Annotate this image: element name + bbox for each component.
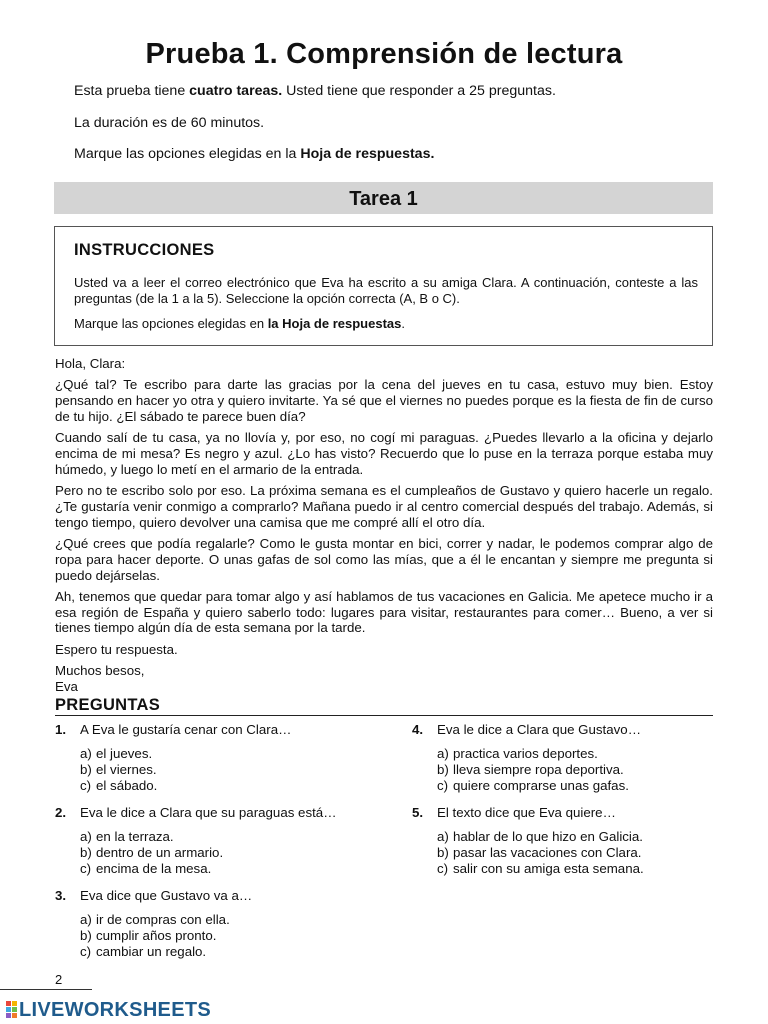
question-stem: Eva dice que Gustavo va a…	[80, 888, 253, 903]
questions-heading: PREGUNTAS	[55, 696, 713, 716]
question-4	[412, 722, 641, 793]
option-letter: b)	[437, 844, 449, 860]
intro-tasks-bold: cuatro tareas.	[189, 83, 283, 99]
page-title: Prueba 1. Comprensión de lectura	[145, 38, 623, 70]
option-b[interactable]	[80, 928, 252, 944]
option-b[interactable]	[437, 845, 644, 861]
option-letter: c)	[80, 860, 92, 876]
letter-signature: Eva	[55, 678, 78, 694]
letter-kisses: Muchos besos,	[55, 663, 145, 679]
instructions-text: Usted va a leer el correo electrónico que Eva ha escrito a su amiga Clara. A continuación, conteste a las preguntas (de la 1 a la 5). Seleccione la opción correcta (A, B o C).	[74, 275, 698, 306]
option-letter: b)	[80, 927, 92, 943]
option-text: lleva siempre ropa deportiva.	[453, 761, 624, 777]
letter-paragraph-5: Ah, tenemos que quedar para tomar algo y así hablamos de tus vacaciones en Galicia. Me apetece mucho ir a esa región de España y quiero saberlo todo: lugares para visitar, restaurantes para comer… Bueno, a ver si tienes tiempo algún día de esta semana por la tarde.	[55, 588, 713, 636]
intro-answer-bold: Hoja de respuestas.	[300, 146, 435, 162]
option-c[interactable]	[80, 778, 291, 794]
instructions-answer-note	[74, 316, 405, 331]
question-stem: El texto dice que Eva quiere…	[437, 805, 616, 820]
option-letter: a)	[437, 746, 449, 761]
question-3	[55, 888, 252, 959]
intro-tasks	[74, 83, 556, 99]
option-c[interactable]	[437, 778, 641, 794]
instructions-note-bold: la Hoja de respuestas	[267, 316, 402, 331]
question-number: 2.	[55, 805, 67, 820]
question-stem: Eva le dice a Clara que su paraguas está…	[80, 805, 337, 820]
footer-divider	[0, 989, 92, 990]
letter-closing: Espero tu respuesta.	[55, 641, 178, 657]
option-text: hablar de lo que hizo en Galicia.	[453, 829, 643, 844]
option-letter: c)	[80, 777, 92, 793]
instructions-box	[54, 226, 713, 346]
liveworksheets-logo-icon	[6, 1001, 17, 1019]
option-c[interactable]	[80, 861, 337, 877]
option-b[interactable]	[437, 762, 641, 778]
question-2	[55, 805, 337, 876]
letter-paragraph-3: Pero no te escribo solo por eso. La próxima semana es el cumpleaños de Gustavo y quiero hacerle un regalo. ¿Te gustaría venir conmigo a comprarlo? Mañana puedo ir al centro comercial después del trabajo. Además, si tengo tiempo, quiero devolver una camisa que me compré allí el otro día.	[55, 483, 713, 530]
question-stem: Eva le dice a Clara que Gustavo…	[437, 722, 641, 737]
option-text: ir de compras con ella.	[96, 912, 230, 927]
option-c[interactable]	[437, 861, 644, 877]
email-letter	[55, 356, 713, 695]
option-a[interactable]	[437, 829, 644, 845]
question-1	[55, 722, 291, 793]
intro-answer-sheet	[74, 146, 434, 162]
question-number: 5.	[412, 805, 424, 820]
intro-tasks-text-c: Usted tiene que responder a 25 preguntas.	[282, 83, 556, 99]
instructions-note-text: Marque las opciones elegidas en	[74, 316, 268, 331]
option-a[interactable]	[80, 912, 252, 928]
option-text: en la terraza.	[96, 829, 174, 844]
question-number: 3.	[55, 888, 67, 903]
option-text: el jueves.	[96, 746, 153, 761]
option-letter: c)	[80, 943, 92, 959]
question-5	[412, 805, 644, 876]
intro-duration: La duración es de 60 minutos.	[74, 115, 265, 131]
letter-paragraph-4: ¿Qué crees que podía regalarle? Como le gusta montar en bici, correr y nadar, le podemos comprar algo de ropa para hacer deporte. O unas gafas de sol como las mías, que a él le encantan y siempre me pregunta si puedo dejárselas.	[55, 535, 713, 583]
option-text: cambiar un regalo.	[96, 943, 207, 959]
instructions-title: INSTRUCCIONES	[74, 241, 215, 259]
option-a[interactable]	[437, 746, 641, 762]
option-letter: a)	[437, 829, 449, 844]
option-text: pasar las vacaciones con Clara.	[453, 844, 642, 860]
option-letter: a)	[80, 746, 92, 761]
option-c[interactable]	[80, 944, 252, 960]
page-number: 2	[55, 972, 63, 987]
intro-tasks-text-a: Esta prueba tiene	[74, 83, 190, 99]
option-a[interactable]	[80, 829, 337, 845]
option-text: practica varios deportes.	[453, 746, 598, 761]
letter-sign-off	[55, 663, 713, 695]
letter-paragraph-1: ¿Qué tal? Te escribo para darte las gracias por la cena del jueves en tu casa, estuvo muy bien. Estoy pensando en hacer yo otra y quiero invitarte. Ya sé que el viernes no puedes porque es la fiesta de fin de curso de tu hijo. ¿El sábado te parece buen día?	[55, 377, 713, 424]
letter-greeting: Hola, Clara:	[55, 356, 126, 371]
brand-wordmark: LIVEWORKSHEETS	[19, 998, 211, 1021]
option-letter: b)	[80, 761, 92, 777]
task-heading: Tarea 1	[54, 182, 713, 214]
option-text: dentro de un armario.	[96, 844, 224, 860]
option-text: encima de la mesa.	[96, 860, 212, 876]
option-text: el viernes.	[96, 761, 157, 777]
liveworksheets-brand[interactable]	[6, 999, 211, 1021]
option-text: cumplir años pronto.	[96, 927, 217, 943]
option-letter: c)	[437, 777, 449, 793]
option-letter: c)	[437, 860, 449, 876]
instructions-note-end: .	[401, 316, 405, 331]
option-b[interactable]	[80, 762, 291, 778]
option-letter: a)	[80, 912, 92, 927]
option-letter: b)	[437, 761, 449, 777]
option-letter: b)	[80, 844, 92, 860]
option-text: salir con su amiga esta semana.	[453, 860, 644, 876]
option-a[interactable]	[80, 746, 291, 762]
question-number: 1.	[55, 722, 67, 737]
option-letter: a)	[80, 829, 92, 844]
option-b[interactable]	[80, 845, 337, 861]
letter-paragraph-2: Cuando salí de tu casa, ya no llovía y, por eso, no cogí mi paraguas. ¿Puedes llevarlo a la oficina y dejarlo encima de mi mesa? Es negro y azul. ¿Lo has visto? Recuerdo que lo puse en la terraza porque estaba muy húmedo, y luego lo metí en el armario de la entrada.	[55, 430, 713, 477]
question-number: 4.	[412, 722, 424, 737]
question-stem: A Eva le gustaría cenar con Clara…	[80, 722, 292, 737]
option-text: quiere comprarse unas gafas.	[453, 777, 629, 793]
option-text: el sábado.	[96, 777, 158, 793]
intro-answer-text: Marque las opciones elegidas en la	[74, 146, 301, 162]
